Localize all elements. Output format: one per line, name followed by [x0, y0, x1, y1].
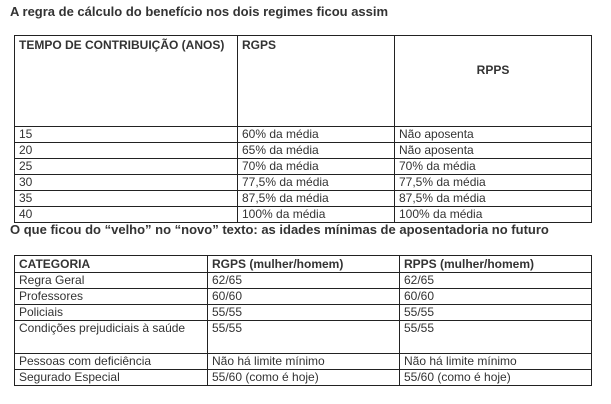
cell-years: 40 [15, 207, 238, 223]
cell-years: 30 [15, 175, 238, 191]
table-row [15, 143, 592, 159]
table-header-row [15, 256, 592, 273]
header-rpps: RPPS (mulher/homem) [400, 256, 592, 273]
table-row [15, 127, 592, 143]
cell-rgps: 60/60 [208, 289, 400, 305]
cell-rgps: Não há limite mínimo [208, 354, 400, 370]
cell-rgps: 87,5% da média [238, 191, 395, 207]
header-category: CATEGORIA [15, 256, 208, 273]
cell-category: Condições prejudiciais à saúde [15, 321, 208, 354]
cell-rgps: 55/60 (como é hoje) [208, 370, 400, 386]
cell-rpps: 100% da média [395, 207, 592, 223]
cell-rpps: Não há limite mínimo [400, 354, 592, 370]
header-rpps: RPPS [395, 36, 592, 127]
cell-category: Pessoas com deficiência [15, 354, 208, 370]
table-row [15, 354, 592, 370]
cell-category: Professores [15, 289, 208, 305]
table-row [15, 305, 592, 321]
cell-category: Segurado Especial [15, 370, 208, 386]
cell-rgps: 77,5% da média [238, 175, 395, 191]
cell-rgps: 55/55 [208, 321, 400, 354]
cell-rgps: 100% da média [238, 207, 395, 223]
cell-years: 25 [15, 159, 238, 175]
cell-rpps: 55/55 [400, 305, 592, 321]
table-row [15, 273, 592, 289]
table-row [15, 175, 592, 191]
cell-rpps: 62/65 [400, 273, 592, 289]
cell-rpps: 70% da média [395, 159, 592, 175]
cell-rgps: 55/55 [208, 305, 400, 321]
header-rgps: RGPS [238, 36, 395, 127]
cell-rpps: Não aposenta [395, 143, 592, 159]
cell-category: Policiais [15, 305, 208, 321]
table-row [15, 207, 592, 223]
table-row [15, 370, 592, 386]
cell-years: 35 [15, 191, 238, 207]
cell-rpps: 87,5% da média [395, 191, 592, 207]
cell-years: 20 [15, 143, 238, 159]
table-row [15, 191, 592, 207]
cell-rgps: 62/65 [208, 273, 400, 289]
header-rgps: RGPS (mulher/homem) [208, 256, 400, 273]
cell-rgps: 65% da média [238, 143, 395, 159]
table-row [15, 159, 592, 175]
cell-rpps: 55/60 (como é hoje) [400, 370, 592, 386]
table-header-row [15, 36, 592, 127]
cell-rpps: 60/60 [400, 289, 592, 305]
section2-heading: O que ficou do “velho” no “novo” texto: as idades mínimas de aposentadoria no futuro [10, 222, 549, 237]
cell-rgps: 70% da média [238, 159, 395, 175]
cell-rpps: Não aposenta [395, 127, 592, 143]
section1-heading: A regra de cálculo do benefício nos dois regimes ficou assim [10, 4, 389, 19]
minimum-age-table [14, 255, 592, 386]
cell-rpps: 77,5% da média [395, 175, 592, 191]
table-row [15, 289, 592, 305]
cell-rpps: 55/55 [400, 321, 592, 354]
header-contribution-time: TEMPO DE CONTRIBUIÇÃO (ANOS) [15, 36, 238, 127]
table-row [15, 321, 592, 354]
benefit-calculation-table [14, 35, 592, 223]
cell-category: Regra Geral [15, 273, 208, 289]
cell-years: 15 [15, 127, 238, 143]
cell-rgps: 60% da média [238, 127, 395, 143]
